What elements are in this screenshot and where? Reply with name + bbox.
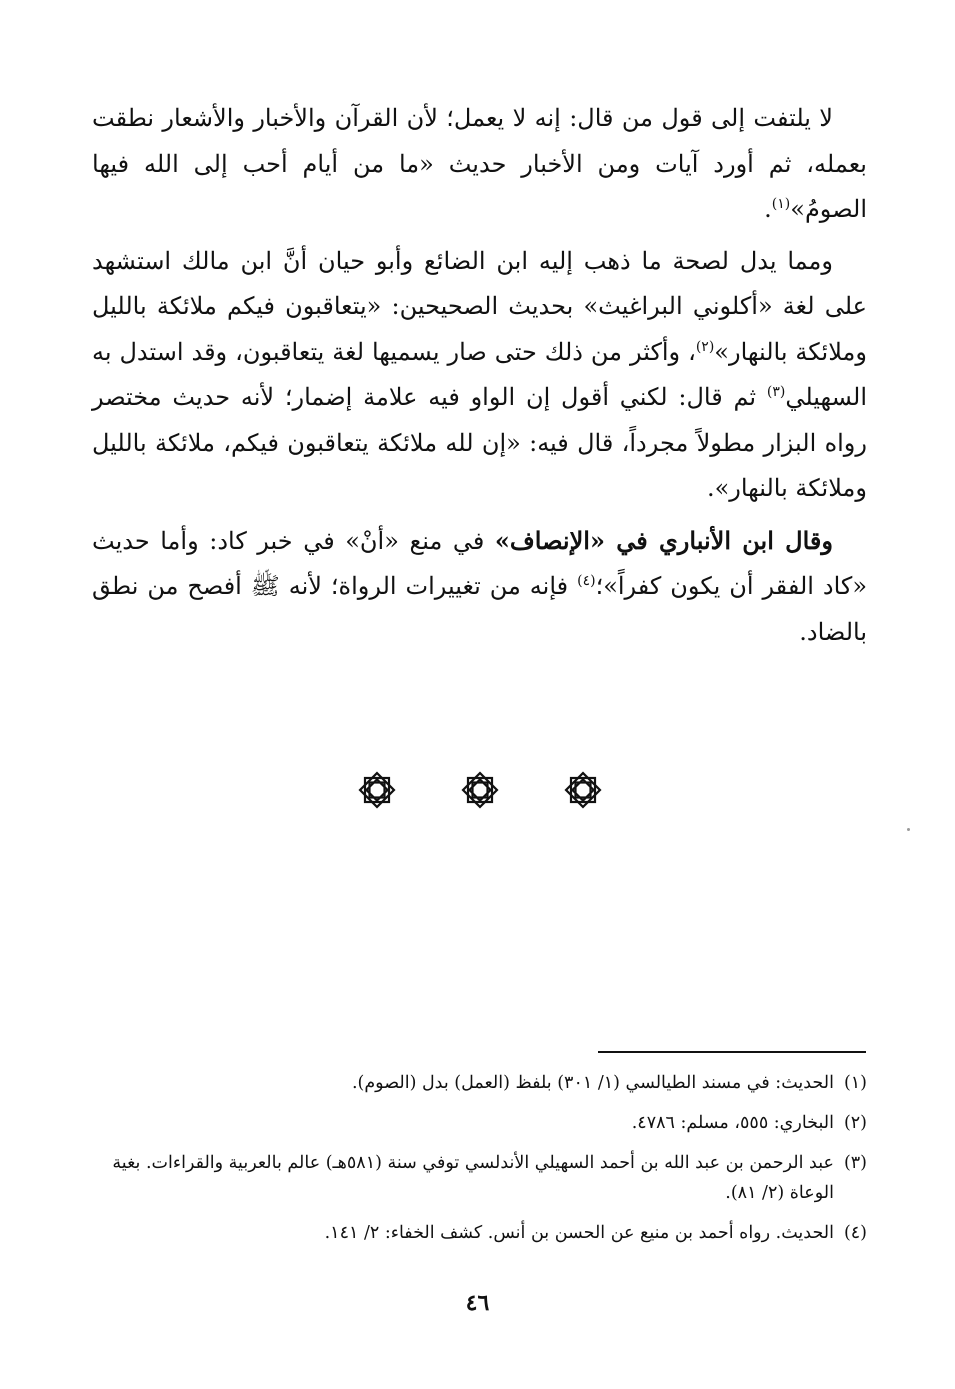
footnote-1	[92, 1068, 867, 1098]
footnote-ref-4[interactable]: (٤)	[577, 573, 596, 589]
footnote-number: (٤)	[843, 1223, 867, 1243]
paragraph-3-text-b: فإنه من تغييرات الرواة؛ لأنه ﷺ أفصح من نطق بالضاد.	[92, 572, 867, 646]
paragraph-1-text: لا يلتفت إلى قول من قال: إنه لا يعمل؛ لأن القرآن والأخبار والأشعار نطقت بعمله، ثم أورد آيات ومن الأخبار حديث «ما من أيام أحب إلى الله فيها الصومُ»	[92, 104, 867, 223]
paragraph-3-lead: وقال ابن الأنباري في «الإنصاف»	[494, 525, 833, 555]
eight-pointed-star-icon	[355, 768, 399, 812]
footnote-text: الحديث: في مسند الطيالسي (١/ ٣٠١) بلفظ (العمل) بدل (الصوم).	[351, 1073, 834, 1093]
footnote-text: البخاري: ٥٥٥، مسلم: ٤٧٨٦.	[631, 1113, 834, 1133]
eight-pointed-star-icon	[561, 768, 605, 812]
paragraph-3	[92, 518, 867, 656]
paragraph-2-text-b: ، وأكثر من ذلك حتى صار يسميها لغة يتعاقبون، وقد استدل به السهيلي	[92, 337, 867, 411]
page-number: ٤٦	[465, 1290, 490, 1316]
footnotes	[92, 1068, 867, 1258]
footnote-2	[92, 1108, 867, 1138]
eight-pointed-star-icon	[458, 768, 502, 812]
paragraph-3-text-a: في منع «أنْ» في خبر كاد: وأما حديث «كاد الفقر أن يكون كفراً»؛	[92, 526, 867, 600]
footnote-ref-3[interactable]: (٣)	[766, 384, 786, 400]
main-text	[92, 96, 867, 661]
footnote-text: عبد الرحمن بن عبد الله بن أحمد السهيلي الأندلسي توفي سنة (٥٨١هـ) عالم بالعربية والقراءات. بغية الوعاة (٢/ ٨١).	[112, 1153, 834, 1203]
footnote-4	[92, 1218, 867, 1248]
paragraph-2-text-a: ومما يدل لصحة ما ذهب إليه ابن الضائع وأبو حيان أنَّ ابن مالك استشهد على لغة «أكلوني البراغيث» بحديث الصحيحين: «يتعاقبون فيكم ملائكة بالليل وملائكة بالنهار»	[92, 246, 867, 366]
footnote-3	[92, 1148, 867, 1208]
footnote-text: الحديث. رواه أحمد بن منيع عن الحسن بن أنس. كشف الخفاء: ٢/ ١٤١.	[324, 1223, 834, 1243]
footnote-ref-1[interactable]: (١)	[771, 196, 791, 212]
footnote-number: (٢)	[843, 1113, 867, 1133]
footnote-number: (٣)	[843, 1153, 867, 1173]
paragraph-1	[92, 96, 867, 233]
scan-speck	[907, 828, 910, 831]
paragraph-2	[92, 239, 867, 512]
section-divider-ornament	[355, 768, 605, 812]
paragraph-2-text-c: ثم قال: لكني أقول إن الواو فيه علامة إضمار؛ لأنه حديث مختصر رواه البزار مطولاً مجرداً، قال فيه: «إن لله ملائكة يتعاقبون فيكم، ملائكة بالليل وملائكة بالنهار».	[92, 383, 867, 502]
footnote-separator	[598, 1051, 866, 1053]
footnote-ref-2[interactable]: (٢)	[695, 338, 715, 355]
footnote-number: (١)	[843, 1073, 867, 1093]
paragraph-1-end: .	[764, 195, 772, 223]
